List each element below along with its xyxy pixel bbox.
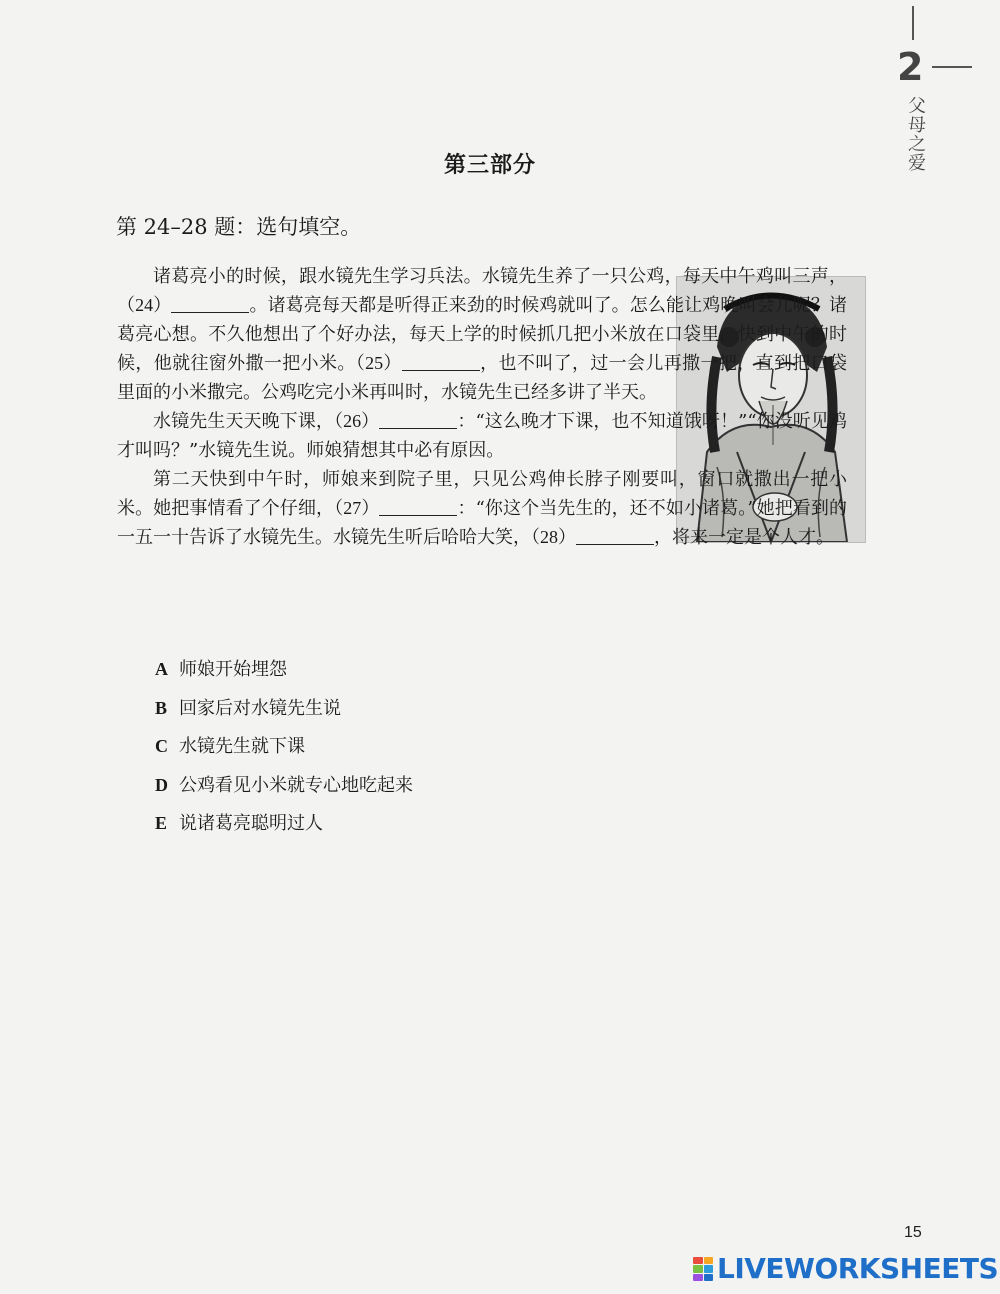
passage-text: 水镜先生天天晚下课， — [153, 411, 334, 432]
page-number: 15 — [904, 1224, 922, 1241]
passage-paragraph — [117, 407, 865, 465]
option-text: 公鸡看见小米就专心地吃起来 — [179, 774, 413, 796]
option-e — [155, 809, 413, 848]
passage-text: 诸葛亮小的时候，跟水镜先生学习兵法。水镜先生养了一只公鸡，每天中午鸡叫三声， — [153, 266, 847, 287]
option-c — [155, 732, 413, 771]
option-letter: D — [155, 774, 168, 795]
instruction-text: 第 24–28 题：选句填空。 — [116, 215, 362, 239]
option-letter: C — [155, 736, 168, 756]
passage-paragraph — [117, 262, 865, 407]
question-number-28: （28） — [531, 527, 576, 547]
brand-name: LIVEWORKSHEETS — [717, 1252, 999, 1285]
question-number-26: （26） — [333, 411, 380, 431]
option-b — [155, 694, 413, 733]
passage-text: ，也不叫了，过一会儿再撒一把，直到把口袋里面的小米撒完。公鸡吃完小米再叫时，水镜先生已经多讲了半天。 — [117, 353, 848, 403]
passage-text: ：“你这个当先生的，还不如小诸葛。”她把看到的一五一十告诉了水镜先生。水镜先生听后哈哈大笑， — [117, 498, 848, 548]
chapter-title: 父母之爱 — [905, 96, 926, 172]
option-text: 水镜先生就下课 — [179, 736, 305, 757]
chapter-divider-line — [932, 66, 972, 68]
option-d — [155, 771, 413, 810]
answer-blank-25[interactable] — [402, 352, 480, 371]
passage-text: ，将来一定是个人才。 — [654, 527, 834, 548]
option-text: 师娘开始埋怨 — [179, 659, 287, 680]
answer-blank-26[interactable] — [379, 410, 457, 429]
passage-paragraph — [117, 465, 865, 552]
passage-text: 第二天快到中午时，师娘来到院子里，只见公鸡伸长脖子刚要叫，窗口就撒出一把小米。她把事情看了个仔细， — [117, 469, 847, 519]
reading-passage — [117, 262, 865, 552]
answer-blank-28[interactable] — [576, 526, 654, 545]
option-text: 说诸葛亮聪明过人 — [179, 813, 323, 834]
question-number-24: （24） — [117, 295, 172, 315]
answer-blank-27[interactable] — [379, 497, 457, 516]
option-a — [155, 655, 413, 694]
option-text: 回家后对水镜先生说 — [179, 697, 341, 719]
chapter-divider-line — [912, 6, 914, 40]
question-number-27: （27） — [334, 498, 380, 518]
option-letter: E — [155, 813, 168, 833]
passage-text: 。诸葛亮每天都是听得正来劲的时候鸡就叫了。怎么能让鸡晚叫会儿呢？诸葛亮心想。不久他想出了个好办法，每天上学的时候抓几把小米放在口袋里，快到中午的时候，他就往窗外撒一把小米。 — [117, 295, 848, 374]
liveworksheets-brand[interactable] — [693, 1254, 998, 1284]
question-number-25: （25） — [355, 353, 402, 373]
part-title: 第三部分 — [443, 152, 536, 178]
passage-text: ：“这么晚才下课，也不知道饿呀！”“你没听见鸡才叫吗？”水镜先生说。师娘猜想其中必有原因。 — [117, 411, 848, 461]
option-letter: A — [155, 659, 168, 679]
answer-blank-24[interactable] — [171, 294, 249, 313]
answer-options-list — [155, 655, 413, 848]
liveworksheets-logo-icon — [693, 1257, 713, 1281]
option-letter: B — [155, 697, 168, 718]
chapter-number: 2 — [897, 45, 924, 89]
